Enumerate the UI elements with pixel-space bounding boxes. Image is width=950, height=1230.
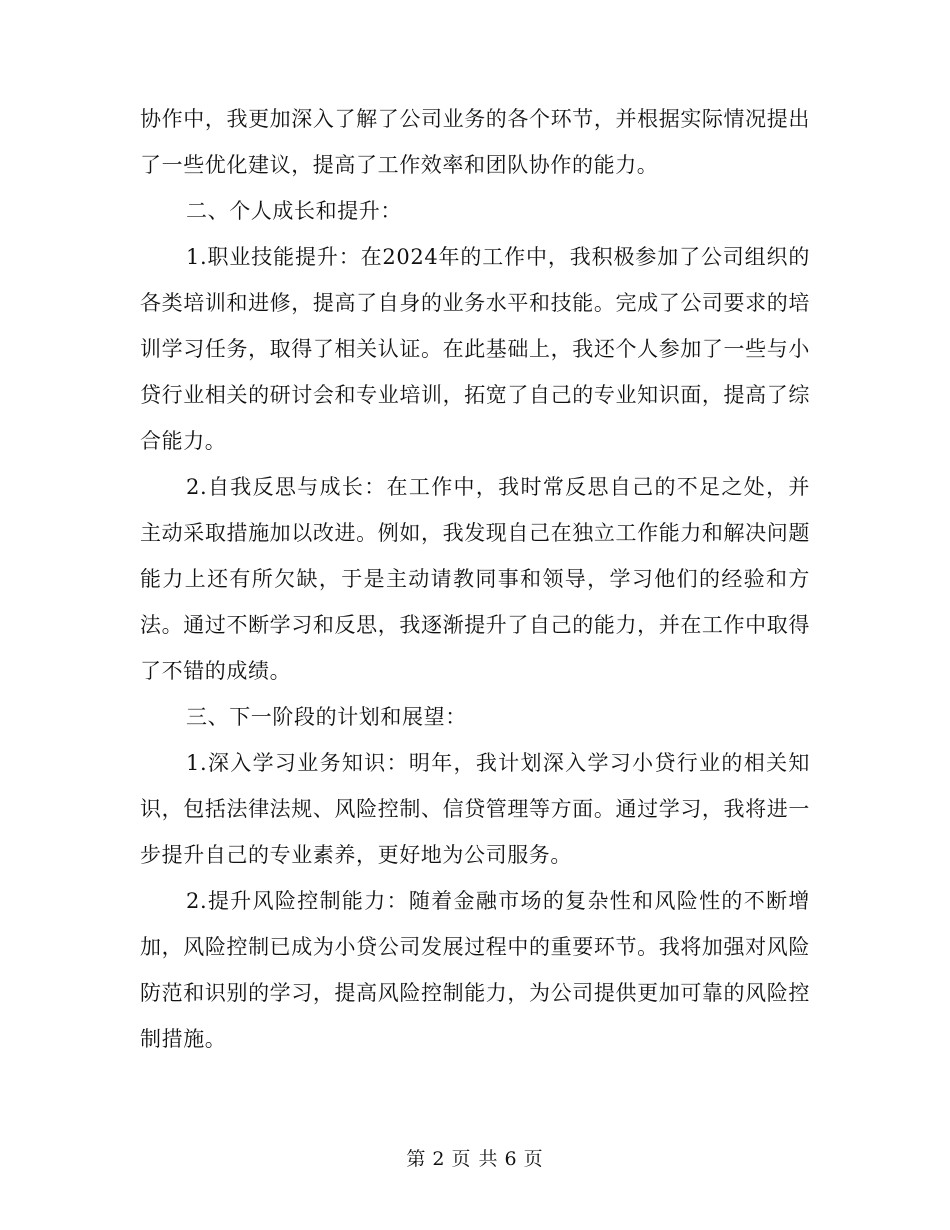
paragraph-continuation: 协作中，我更加深入了解了公司业务的各个环节，并根据实际情况提出了一些优化建议，提高了工作效率和团队协作的能力。	[140, 107, 810, 177]
paragraph-skill-improvement: 1.职业技能提升：在2024年的工作中，我积极参加了公司组织的各类培训和进修，提高了自身的业务水平和技能。完成了公司要求的培训学习任务，取得了相关认证。在此基础上，我还个人参加了一些与小贷行业相关的研讨会和专业培训，拓宽了自己的专业知识面，提高了综合能力。	[140, 245, 810, 453]
section-heading-next-plan: 三、下一阶段的计划和展望：	[186, 705, 467, 729]
footer-total-pages: 6	[504, 1148, 518, 1170]
document-body	[140, 96, 810, 1062]
paragraph-risk-control: 2.提升风险控制能力：随着金融市场的复杂性和风险性的不断增加，风险控制已成为小贷公司发展过程中的重要环节。我将加强对风险防范和识别的学习，提高风险控制能力，为公司提供更加可靠的风险控制措施。	[140, 889, 810, 1051]
footer-suffix: 页	[523, 1148, 544, 1170]
paragraph-self-reflection: 2.自我反思与成长：在工作中，我时常反思自己的不足之处，并主动采取措施加以改进。例如，我发现自己在独立工作能力和解决问题能力上还有所欠缺，于是主动请教同事和领导，学习他们的经验和方法。通过不断学习和反思，我逐渐提升了自己的能力，并在工作中取得了不错的成绩。	[140, 475, 810, 683]
footer-middle: 页 共	[451, 1148, 499, 1170]
section-heading-personal-growth: 二、个人成长和提升：	[186, 199, 402, 223]
paragraph-study-business: 1.深入学习业务知识：明年，我计划深入学习小贷行业的相关知识，包括法律法规、风险控制、信贷管理等方面。通过学习，我将进一步提升自己的专业素养，更好地为公司服务。	[140, 751, 810, 867]
footer-prefix: 第	[406, 1148, 427, 1170]
page-footer	[0, 1144, 950, 1171]
footer-page-number: 2	[432, 1148, 446, 1170]
